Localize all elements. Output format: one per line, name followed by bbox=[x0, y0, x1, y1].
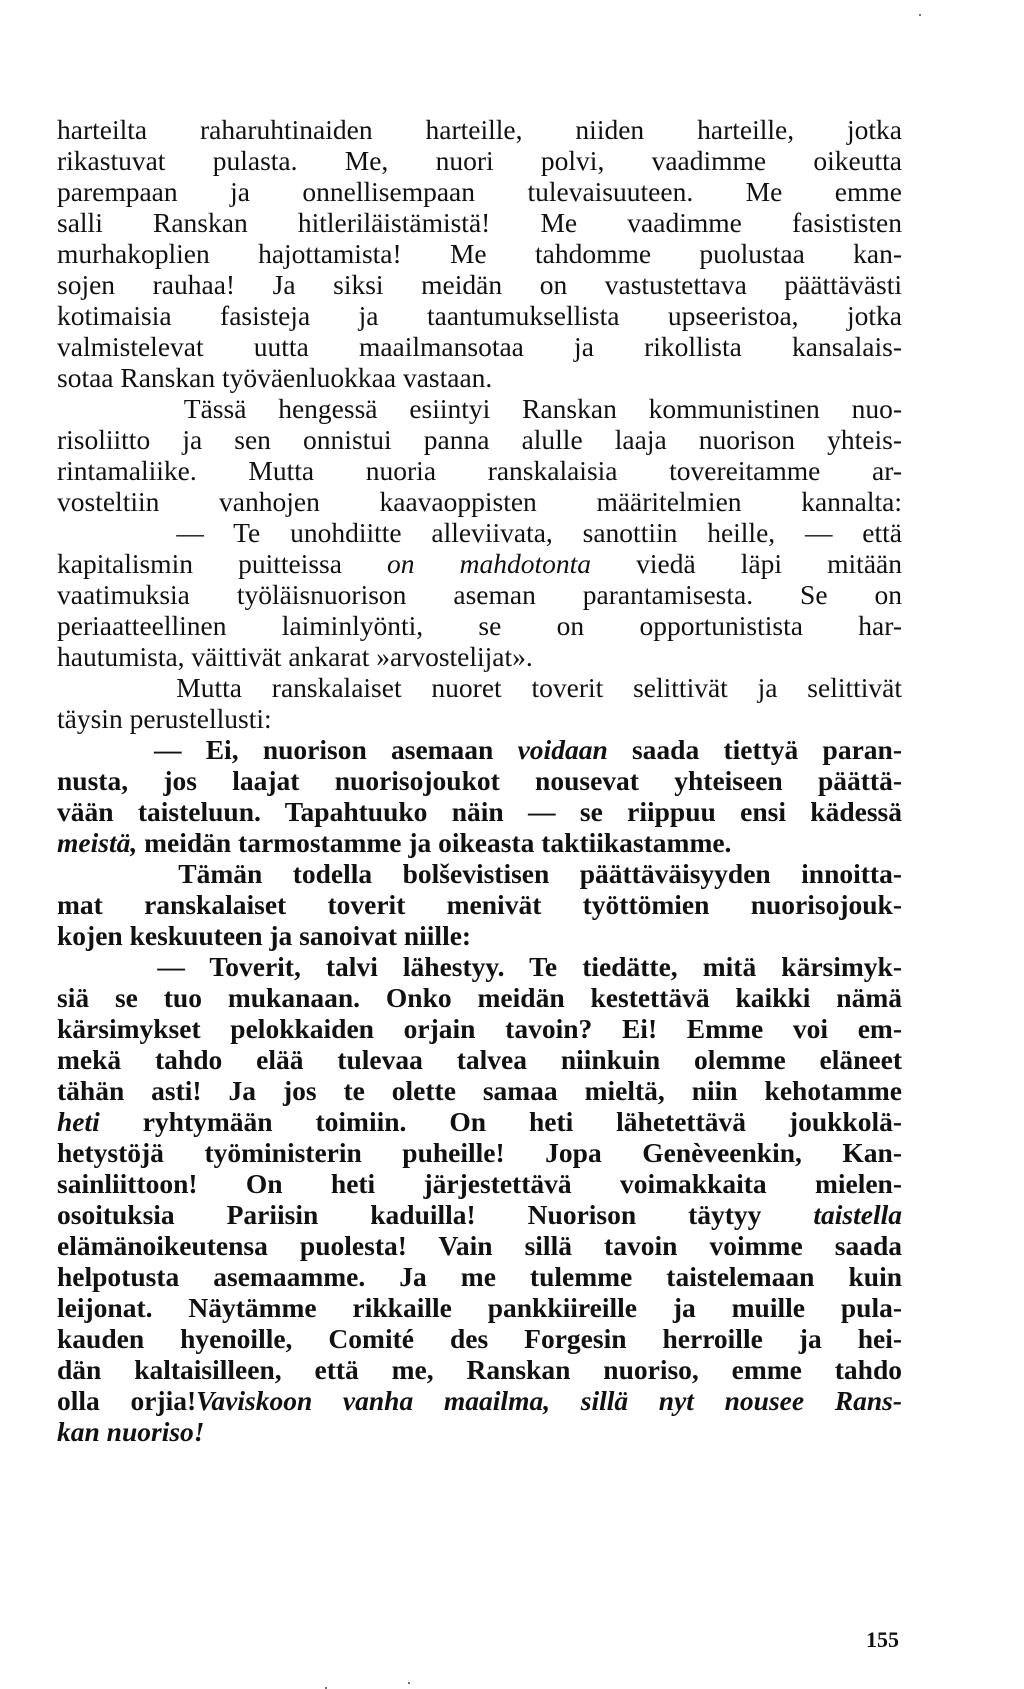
text-line bbox=[57, 207, 902, 238]
text-line bbox=[57, 610, 902, 641]
text-line bbox=[57, 827, 902, 858]
text-line bbox=[57, 1323, 902, 1354]
text-run: kotimaisia fasisteja ja taantumuksellista upseeristoa, jotka bbox=[57, 300, 902, 331]
text-line bbox=[57, 517, 902, 548]
text-run: elämänoikeutensa puolesta! Vain sillä tavoin voimme saada bbox=[57, 1230, 902, 1261]
italic-text: heti bbox=[57, 1106, 100, 1137]
text-line bbox=[57, 920, 902, 951]
text-line bbox=[57, 393, 902, 424]
text-line bbox=[57, 424, 902, 455]
text-run: harteilta raharuhtinaiden harteille, niiden harteille, jotka bbox=[57, 114, 902, 145]
text-run: hautumista, väittivät ankarat »arvostelijat». bbox=[57, 641, 533, 672]
text-line bbox=[57, 1075, 902, 1106]
text-run: vaatimuksia työläisnuorison aseman parantamisesta. Se on bbox=[57, 579, 902, 610]
text-run: kojen keskuuteen ja sanoivat niille: bbox=[57, 920, 472, 951]
text-run: olla orjia! bbox=[57, 1385, 197, 1416]
text-run: sainliittoon! On heti järjestettävä voimakkaita mielen- bbox=[57, 1168, 902, 1199]
text-line bbox=[57, 176, 902, 207]
text-run: leijonat. Näytämme rikkaille pankkiireille ja muille pula- bbox=[57, 1292, 902, 1323]
text-line bbox=[57, 300, 902, 331]
italic-text: on mahdotonta bbox=[387, 548, 592, 579]
text-line bbox=[57, 1354, 902, 1385]
text-run: vosteltiin vanhojen kaavaoppisten määritelmien kannalta: bbox=[57, 486, 902, 517]
text-run: Mutta ranskalaiset nuoret toverit selittivät ja selittivät bbox=[57, 672, 902, 703]
text-line bbox=[57, 1168, 902, 1199]
text-line bbox=[57, 331, 902, 362]
print-speck bbox=[408, 1682, 410, 1684]
text-run: mekä tahdo elää tulevaa talvea niinkuin olemme eläneet bbox=[57, 1044, 902, 1075]
text-line bbox=[57, 579, 902, 610]
text-run: ryhtymään toimiin. On heti lähetettävä joukkolä- bbox=[99, 1106, 902, 1137]
text-run: hetystöjä työministerin puheille! Jopa Genèveenkin, Kan- bbox=[57, 1137, 902, 1168]
text-line bbox=[57, 269, 902, 300]
text-line bbox=[57, 889, 902, 920]
text-run: siä se tuo mukanaan. Onko meidän kestettävä kaikki nämä bbox=[57, 982, 902, 1013]
italic-text: kan nuoriso! bbox=[57, 1416, 205, 1447]
text-run: — Toverit, talvi lähestyy. Te tiedätte, mitä kärsimyk- bbox=[57, 951, 902, 982]
text-line bbox=[57, 362, 902, 393]
text-line bbox=[57, 1416, 902, 1447]
text-line bbox=[57, 145, 902, 176]
text-run: meidän tarmostamme ja oikeasta taktiikastamme. bbox=[137, 827, 732, 858]
text-run: Tässä hengessä esiintyi Ranskan kommunistinen nuo- bbox=[57, 393, 902, 424]
text-run: kauden hyenoille, Comité des Forgesin herroille ja hei- bbox=[57, 1323, 902, 1354]
text-run: rintamaliike. Mutta nuoria ranskalaisia tovereitamme ar- bbox=[57, 455, 902, 486]
text-line bbox=[57, 486, 902, 517]
text-line bbox=[57, 734, 902, 765]
text-line bbox=[57, 1261, 902, 1292]
text-line bbox=[57, 982, 902, 1013]
text-line bbox=[57, 1385, 902, 1416]
text-line bbox=[57, 796, 902, 827]
text-line bbox=[57, 1044, 902, 1075]
text-run: dän kaltaisilleen, että me, Ranskan nuoriso, emme tahdo bbox=[57, 1354, 902, 1385]
text-run: täysin perustellusti: bbox=[57, 703, 272, 734]
text-run: saada tiettyä paran- bbox=[607, 734, 902, 765]
italic-text: Vaviskoon vanha maailma, sillä nyt nousee Rans- bbox=[196, 1385, 902, 1416]
text-run: viedä läpi mitään bbox=[591, 548, 902, 579]
text-line bbox=[57, 672, 902, 703]
text-run: vään taisteluun. Tapahtuuko näin — se riippuu ensi kädessä bbox=[57, 796, 902, 827]
text-line bbox=[57, 703, 902, 734]
text-run: sojen rauhaa! Ja siksi meidän on vastustettava päättävästi bbox=[57, 269, 902, 300]
text-run: Tämän todella bolševistisen päättäväisyyden innoitta- bbox=[57, 858, 902, 889]
text-run: kärsimykset pelokkaiden orjain tavoin? Ei! Emme voi em- bbox=[57, 1013, 902, 1044]
page-number: 155 bbox=[866, 1627, 899, 1652]
text-line bbox=[57, 765, 902, 796]
text-run: sotaa Ranskan työväenluokkaa vastaan. bbox=[57, 362, 493, 393]
italic-text: meistä, bbox=[57, 827, 138, 858]
text-line bbox=[57, 238, 902, 269]
text-line bbox=[57, 1137, 902, 1168]
print-speck bbox=[919, 14, 921, 16]
text-run: valmistelevat uutta maailmansotaa ja rikollista kansalais- bbox=[57, 331, 902, 362]
text-run: — Te unohdiitte alleviivata, sanottiin heille, — että bbox=[57, 517, 902, 548]
text-line bbox=[57, 548, 902, 579]
text-run: parempaan ja onnellisempaan tulevaisuuteen. Me emme bbox=[57, 176, 902, 207]
text-run: tähän asti! Ja jos te olette samaa mieltä, niin kehotamme bbox=[57, 1075, 902, 1106]
text-run: risoliitto ja sen onnistui panna alulle laaja nuorison yhteis- bbox=[57, 424, 902, 455]
text-line bbox=[57, 641, 902, 672]
text-run: helpotusta asemaamme. Ja me tulemme taistelemaan kuin bbox=[57, 1261, 902, 1292]
text-run: rikastuvat pulasta. Me, nuori polvi, vaadimme oikeutta bbox=[57, 145, 902, 176]
text-line bbox=[57, 858, 902, 889]
text-line bbox=[57, 1292, 902, 1323]
italic-text: taistella bbox=[813, 1199, 902, 1230]
text-run: nusta, jos laajat nuorisojoukot nousevat yhteiseen päättä- bbox=[57, 765, 902, 796]
text-line bbox=[57, 1106, 902, 1137]
text-run: periaatteellinen laiminlyönti, se on opportunistista har- bbox=[57, 610, 902, 641]
text-run: mat ranskalaiset toverit menivät työttömien nuorisojouk- bbox=[57, 889, 902, 920]
text-line bbox=[57, 951, 902, 982]
text-line bbox=[57, 114, 902, 145]
text-run: — Ei, nuorison asemaan bbox=[57, 734, 518, 765]
text-line bbox=[57, 1230, 902, 1261]
text-run: kapitalismin puitteissa bbox=[57, 548, 388, 579]
text-line bbox=[57, 455, 902, 486]
body-text bbox=[57, 114, 902, 1447]
text-run: osoituksia Pariisin kaduilla! Nuorison täytyy bbox=[57, 1199, 814, 1230]
text-run: salli Ranskan hitleriläistämistä! Me vaadimme fasististen bbox=[57, 207, 902, 238]
text-run: murhakoplien hajottamista! Me tahdomme puolustaa kan- bbox=[57, 238, 902, 269]
italic-text: voidaan bbox=[517, 734, 608, 765]
text-line bbox=[57, 1013, 902, 1044]
text-line bbox=[57, 1199, 902, 1230]
